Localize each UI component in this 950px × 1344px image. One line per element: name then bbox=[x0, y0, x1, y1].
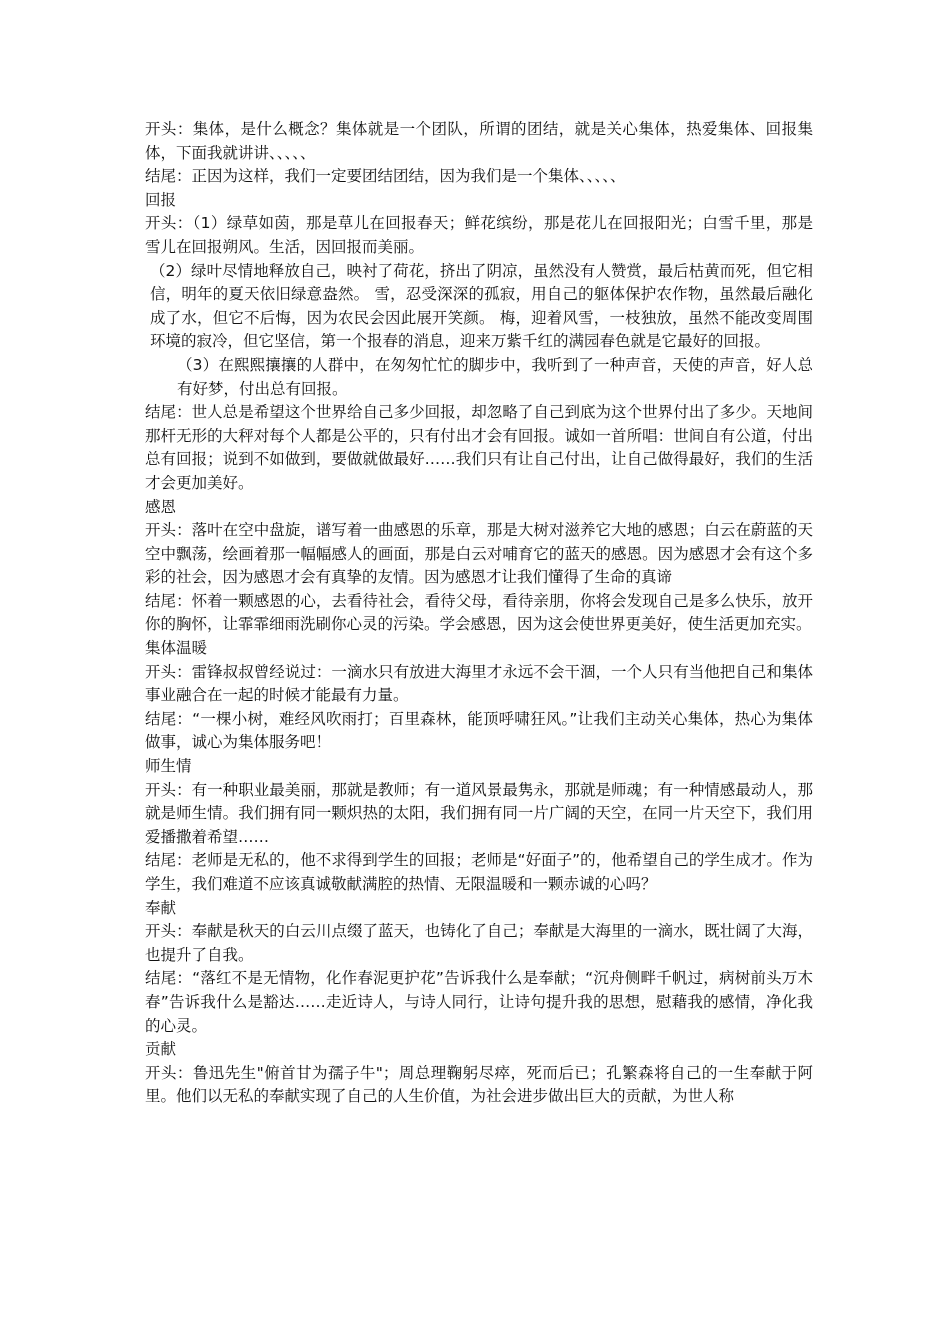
paragraph: 开头：（1）绿草如茵，那是草儿在回报春天；鲜花缤纷，那是花儿在回报阳光；白雪千里，那是雪儿在回报朔风。生活，因回报而美丽。 bbox=[145, 214, 813, 256]
section-heading: 感恩 bbox=[145, 497, 177, 516]
paragraph: 结尾：“落红不是无情物，化作春泥更护花”告诉我什么是奉献；“沉舟侧畔千帆过，病树前头万木春”告诉我什么是豁达……走近诗人，与诗人同行，让诗句提升我的思想，慰藉我的感情，净化我的心灵。 bbox=[145, 969, 813, 1035]
document-body bbox=[145, 118, 813, 1109]
paragraph: 结尾：正因为这样，我们一定要团结团结，因为我们是一个集体、、、、、 bbox=[145, 167, 626, 186]
section-heading: 回报 bbox=[145, 190, 177, 209]
section-heading: 师生情 bbox=[145, 757, 192, 776]
paragraph: 开头：雷锋叔叔曾经说过：一滴水只有放进大海里才永远不会干涸，一个人只有当他把自己和集体事业融合在一起的时候才能最有力量。 bbox=[145, 662, 813, 705]
paragraph: 开头：集体，是什么概念？集体就是一个团队，所谓的团结，就是关心集体，热爱集体、回报集体，下面我就讲讲、、、、、 bbox=[145, 120, 813, 162]
paragraph: 开头：落叶在空中盘旋，谱写着一曲感恩的乐章，那是大树对滋养它大地的感恩；白云在蔚蓝的天空中飘荡，绘画着那一幅幅感人的画面，那是白云对哺育它的蓝天的感恩。因为感恩才会有这个多彩的社会，因为感恩才会有真挚的友情。因为感恩才让我们懂得了生命的真谛 bbox=[145, 521, 813, 587]
paragraph: 开头：奉献是秋天的白云川点缀了蓝天，也铸化了自己；奉献是大海里的一滴水，既壮阔了大海，也提升了自我。 bbox=[145, 922, 813, 964]
paragraph: 开头：有一种职业最美丽，那就是教师；有一道风景最隽永，那就是师魂；有一种情感最动人，那就是师生情。我们拥有同一颗炽热的太阳，我们拥有同一片广阔的天空，在同一片天空下，我们用爱播撒着希望…… bbox=[145, 780, 813, 846]
paragraph: 结尾：老师是无私的，他不求得到学生的回报；老师是“好面子”的，他希望自己的学生成才。作为学生，我们难道不应该真诚敬献满腔的热情、无限温暖和一颗赤诚的心吗？ bbox=[145, 851, 813, 893]
section-heading: 集体温暖 bbox=[145, 639, 208, 658]
section-heading: 贡献 bbox=[145, 1040, 177, 1059]
paragraph: 开头：鲁迅先生"俯首甘为孺子牛"；周总理鞠躬尽瘁，死而后已；孔繁森将自己的一生奉献于阿里。他们以无私的奉献实现了自己的人生价值，为社会进步做出巨大的贡献，为世人称 bbox=[145, 1063, 813, 1106]
section-heading: 奉献 bbox=[145, 898, 177, 917]
paragraph: 结尾：“一棵小树，难经风吹雨打；百里森林，能顶呼啸狂风。”让我们主动关心集体，热心为集体做事，诚心为集体服务吧！ bbox=[145, 709, 813, 752]
paragraph: 结尾：怀着一颗感恩的心，去看待社会，看待父母，看待亲朋，你将会发现自己是多么快乐，放开你的胸怀，让霏霏细雨洗刷你心灵的污染。学会感恩，因为这会使世界更美好，使生活更加充实。 bbox=[145, 591, 813, 634]
paragraph: （2）绿叶尽情地释放自己，映衬了荷花，挤出了阴凉，虽然没有人赞赏，最后枯黄而死，但它相信，明年的夏天依旧绿意盎然。 雪，忍受深深的孤寂，用自己的躯体保护农作物，虽然最后融化成了水，但它不后悔，因为农民会因此展开笑颜。 梅，迎着风雪，一枝独放，虽然不能改变周围环境的寂冷，但它坚信，第一个报春的消息，迎来万紫千红的满园春色就是它最好的回报。 bbox=[150, 261, 813, 351]
paragraph: （3）在熙熙攘攘的人群中，在匆匆忙忙的脚步中，我听到了一种声音，天使的声音，好人总有好梦，付出总有回报。 bbox=[177, 355, 813, 398]
paragraph: 结尾：世人总是希望这个世界给自己多少回报，却忽略了自己到底为这个世界付出了多少。天地间那杆无形的大秤对每个人都是公平的，只有付出才会有回报。诚如一首所唱：世间自有公道，付出总有回报；说到不如做到，要做就做最好……我们只有让自己付出，让自己做得最好，我们的生活才会更加美好。 bbox=[145, 403, 813, 492]
